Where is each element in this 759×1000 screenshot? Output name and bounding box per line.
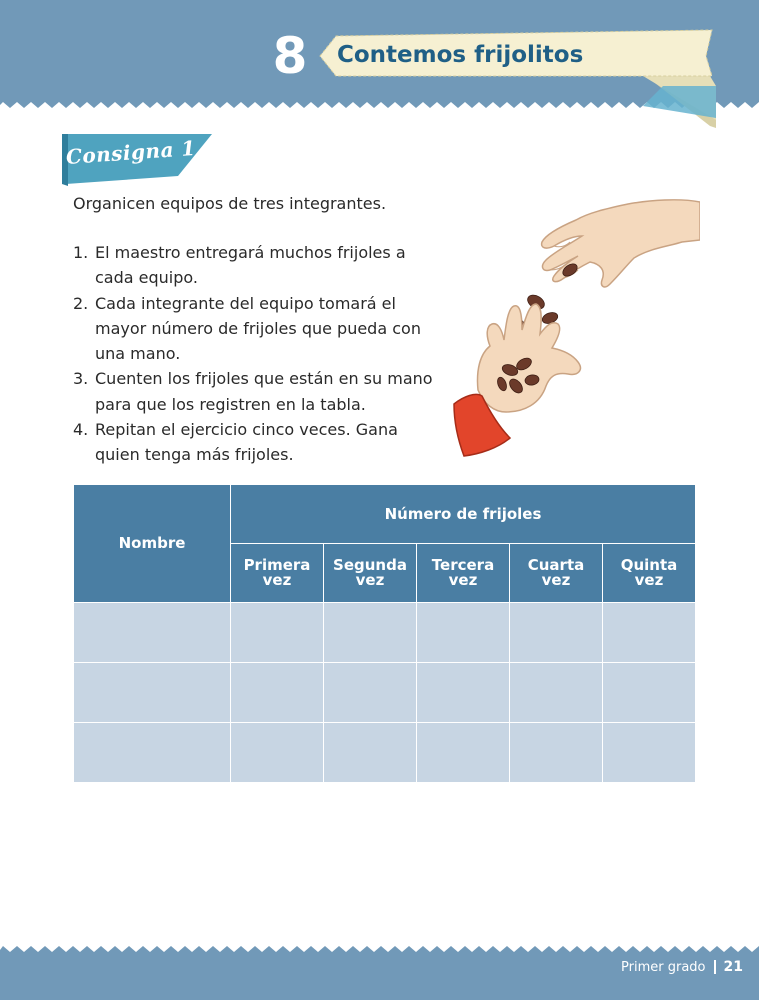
count-cell[interactable] (324, 603, 417, 663)
footer-separator (714, 960, 716, 974)
count-cell[interactable] (603, 723, 696, 783)
step-item (73, 417, 443, 468)
step-text: Cada integrante del equipo tomará el mayor número de frijoles que pueda con una mano. (95, 293, 421, 364)
step-number: 2. (73, 293, 89, 313)
name-cell[interactable] (74, 663, 231, 723)
count-cell[interactable] (603, 663, 696, 723)
step-number: 4. (73, 420, 89, 440)
round-header-line2: vez (541, 571, 571, 589)
table-row (74, 663, 696, 723)
round-header-2 (324, 544, 417, 603)
beans-hands-illustration (450, 190, 700, 470)
step-text: Repitan el ejercicio cinco veces. Gana quien tenga más frijoles. (95, 420, 398, 465)
table-row (74, 723, 696, 783)
count-cell[interactable] (231, 663, 324, 723)
count-cell[interactable] (603, 603, 696, 663)
step-number: 3. (73, 369, 89, 389)
round-header-line2: vez (355, 571, 385, 589)
step-item (73, 240, 443, 291)
count-cell[interactable] (417, 663, 510, 723)
step-item (73, 291, 443, 367)
consigna-label: Consigna 1 (65, 135, 197, 169)
intro-text: Organicen equipos de tres integrantes. (73, 194, 387, 213)
round-header-line2: vez (262, 571, 292, 589)
round-header-line1: Segunda (333, 556, 407, 574)
round-header-line1: Quinta (620, 556, 678, 574)
count-cell[interactable] (231, 603, 324, 663)
step-text: El maestro entregará muchos frijoles a cada equipo. (95, 243, 406, 288)
lesson-number: 8 (272, 27, 308, 85)
name-cell[interactable] (74, 723, 231, 783)
step-number: 1. (73, 243, 89, 262)
count-cell[interactable] (231, 723, 324, 783)
round-header-5 (603, 544, 696, 603)
count-cell[interactable] (417, 603, 510, 663)
round-header-line1: Tercera (431, 556, 495, 574)
round-header-line1: Primera (243, 556, 311, 574)
page-number: 21 (723, 959, 743, 975)
steps-list (73, 240, 443, 468)
count-cell[interactable] (510, 603, 603, 663)
lesson-title: Contemos frijolitos (337, 42, 584, 68)
beans-count-header: Número de frijoles (231, 485, 696, 544)
step-text: Cuenten los frijoles que están en su mano para que los registren en la tabla. (95, 369, 433, 414)
count-cell[interactable] (324, 723, 417, 783)
round-header-1 (231, 544, 324, 603)
round-header-3 (417, 544, 510, 603)
step-item (73, 366, 443, 417)
count-cell[interactable] (510, 723, 603, 783)
name-header: Nombre (74, 485, 231, 603)
beans-table (73, 484, 696, 783)
count-cell[interactable] (324, 663, 417, 723)
grade-label: Primer grado (621, 960, 706, 975)
count-cell[interactable] (417, 723, 510, 783)
footer (621, 956, 743, 979)
name-cell[interactable] (74, 603, 231, 663)
round-header-line2: vez (634, 571, 664, 589)
round-header-line2: vez (448, 571, 478, 589)
table-row (74, 603, 696, 663)
round-header-4 (510, 544, 603, 603)
round-header-line1: Cuarta (527, 556, 585, 574)
count-cell[interactable] (510, 663, 603, 723)
